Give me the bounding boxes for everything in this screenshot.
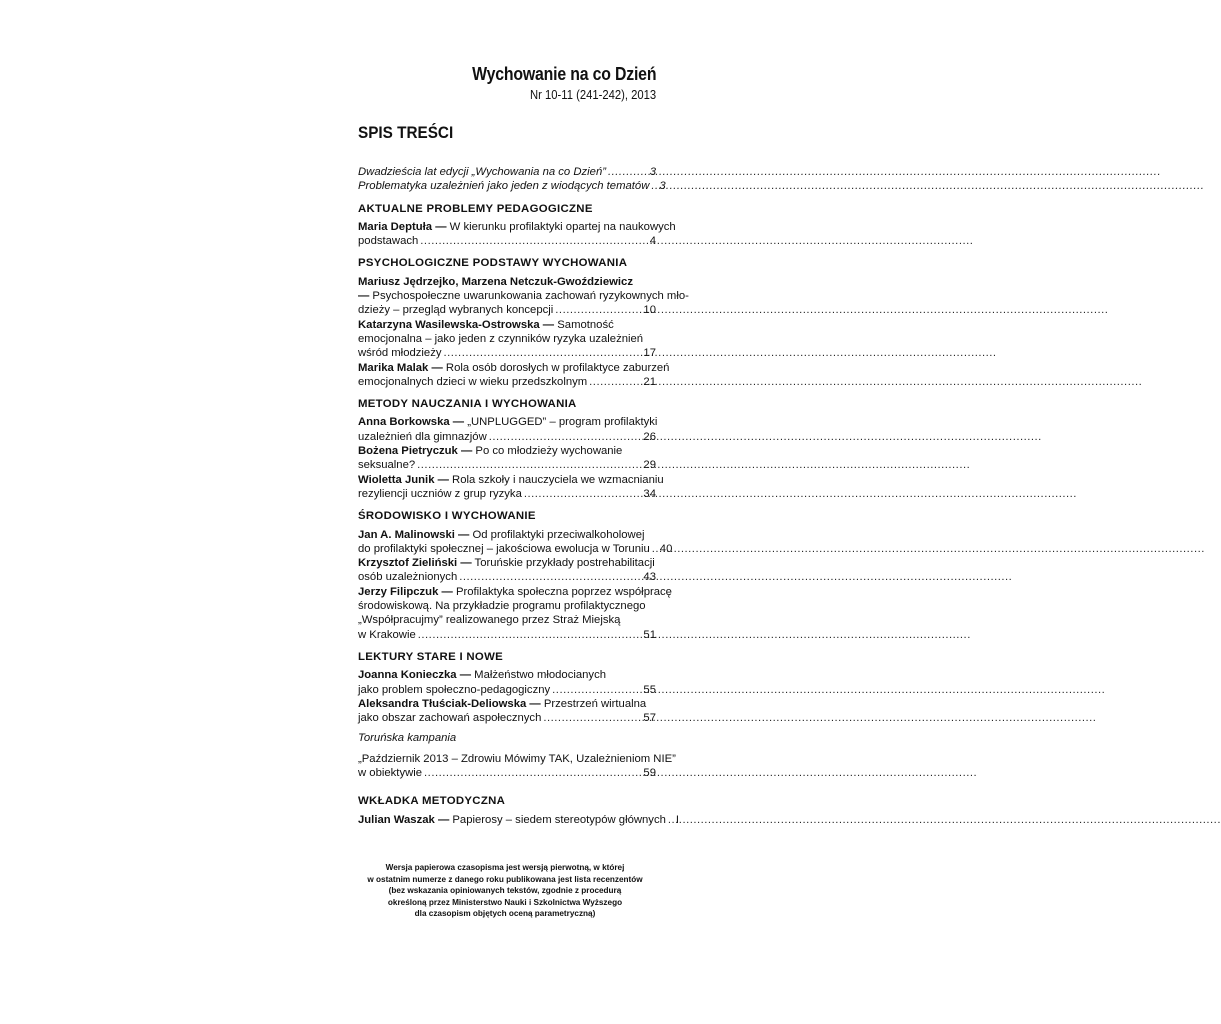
entry-author: Aleksandra Tłuściak-Deliowska —: [358, 697, 541, 710]
dot-leader: [608, 165, 648, 179]
dot-leader: [420, 234, 647, 248]
page-number: 59: [643, 766, 656, 779]
dot-leader: [589, 375, 641, 389]
entry-author: Maria Deptuła —: [358, 220, 447, 233]
dot-leader: [424, 766, 641, 780]
section-heading: ŚRODOWISKO I WYCHOWANIE: [358, 510, 536, 523]
toc-entry: [358, 697, 656, 726]
dot-leader: [543, 711, 641, 725]
toc-entry: [358, 220, 676, 249]
page-number: 29: [643, 459, 656, 472]
toc-entry: [358, 275, 689, 318]
entry-author: Julian Waszak —: [358, 813, 450, 826]
entry-title: osób uzależnionych: [358, 571, 458, 584]
journal-issue: Nr 10-11 (241-242), 2013: [529, 88, 656, 102]
entry-author: Jerzy Filipczuk —: [358, 585, 453, 598]
note-line: (bez wskazania opiniowanych tekstów, zgodnie z procedurą: [388, 886, 622, 896]
entry-title: seksualne?: [358, 459, 416, 472]
entry-title: Problematyka uzależnień jako jeden z wiodących tematów: [358, 180, 650, 193]
page-number: 4: [649, 235, 656, 248]
section-heading: WKŁADKA METODYCZNA: [358, 795, 506, 808]
entry-title: podstawach: [358, 235, 419, 248]
page-number: I: [675, 813, 680, 826]
entry-title: Profilaktyka społeczna poprzez współpracę: [452, 585, 672, 598]
page-number: 43: [643, 571, 656, 584]
entry-author: Bożena Pietryczuk —: [358, 445, 473, 458]
dot-leader: [555, 303, 641, 317]
dot-leader: [652, 542, 658, 556]
dot-leader: [444, 346, 642, 360]
entry-title: „UNPLUGGED” – program profilaktyki: [464, 416, 658, 429]
entry-title: wśród młodzieży: [358, 347, 442, 360]
entry-author: Krzysztof Zieliński —: [358, 557, 472, 570]
toc-entry: [358, 444, 656, 473]
toc-entry: [358, 668, 656, 697]
entry-title: rezyliencji uczniów z grup ryzyka: [358, 487, 522, 500]
page-number: 34: [643, 487, 656, 500]
entry-title: dzieży – przegląd wybranych koncepcji: [358, 304, 554, 317]
toc-entry: [358, 318, 656, 361]
entry-title: w Krakowie: [358, 628, 416, 641]
entry-author: Joanna Konieczka —: [358, 669, 472, 682]
entry-title: Dwadzieścia lat edycji „Wychowania na co Dzień”: [358, 166, 607, 178]
version-note: [340, 862, 670, 920]
page-number: 40: [659, 542, 673, 555]
page-number: 51: [643, 628, 656, 641]
dot-leader: [489, 430, 642, 444]
toc-entry: [358, 165, 656, 179]
toc-entry: [358, 361, 670, 390]
toc-entry: [358, 415, 656, 444]
entry-author: Jan A. Malinowski —: [358, 528, 470, 541]
page-number: 21: [643, 375, 656, 388]
entry-title: jako problem społeczno-pedagogiczny: [358, 683, 551, 696]
note-line: określoną przez Ministerstwo Nauki i Szkolnictwa Wyższego: [387, 897, 623, 907]
toc-entry: [358, 528, 673, 557]
entry-title: Rola szkoły i nauczyciela we wzmacnianiu: [448, 473, 664, 486]
entry-title: środowiskową. Na przykładzie programu profilaktycznego: [358, 600, 646, 613]
entry-author: Katarzyna Wasilewska-Ostrowska —: [358, 318, 555, 331]
toc-entry: [358, 179, 666, 193]
toc-entry: [358, 813, 680, 827]
entry-title: emocjonalna – jako jeden z czynników ryzyka uzależnień: [358, 332, 644, 345]
entry-title: jako obszar zachowań aspołecznych: [358, 712, 542, 725]
toc-heading: SPIS TREŚCI: [358, 123, 454, 142]
entry-title: Po co młodzieży wychowanie: [472, 445, 623, 458]
dot-leader: [417, 458, 641, 472]
entry-author: Wioletta Junik —: [358, 473, 449, 486]
entry-title: do profilaktyki społecznej – jakościowa ewolucja w Toruniu: [358, 542, 650, 555]
toc-entry: [358, 473, 664, 502]
entry-author: Mariusz Jędrzejko, Marzena Netczuk-Gwoździewicz: [358, 275, 633, 288]
toc-entry: [358, 556, 656, 585]
entry-title: Psychospołeczne uwarunkowania zachowań ryzykownych mło-: [369, 290, 689, 303]
dot-leader: [524, 487, 642, 501]
entry-title: Małżeństwo młodocianych: [471, 669, 607, 682]
entry-title: Od profilaktyki przeciwalkoholowej: [469, 528, 645, 541]
entry-title: „Październik 2013 – Zdrowiu Mówimy TAK, Uzależnieniom NIE”: [358, 752, 676, 765]
page-number: 26: [643, 430, 656, 443]
entry-title: Toruńskie przykłady postrehabilitacji: [471, 557, 655, 570]
page-number: 10: [643, 304, 656, 317]
note-line: dla czasopism objętych oceną parametryczną): [414, 909, 596, 919]
entry-title: „Współpracujmy” realizowanego przez Straż Miejską: [358, 614, 621, 627]
dot-leader: [459, 570, 641, 584]
page-number: 3: [659, 180, 666, 193]
note-line: Wersja papierowa czasopisma jest wersją pierwotną, w której: [385, 863, 625, 872]
entry-label: Toruńska kampania: [358, 732, 457, 745]
toc-entry: [358, 585, 672, 642]
entry-title: Papierosy – siedem stereotypów głównych: [449, 813, 666, 826]
dot-leader: [668, 813, 674, 827]
entry-title: uzależnień dla gimnazjów: [358, 430, 487, 443]
table-of-contents: [358, 165, 689, 827]
entry-title: Przestrzeń wirtualna: [540, 697, 647, 710]
page-number: 57: [643, 712, 656, 725]
page-number: 3: [649, 166, 656, 178]
entry-title: W kierunku profilaktyki opartej na naukowych: [446, 220, 676, 233]
entry-title: w obiektywie: [358, 766, 423, 779]
section-heading: AKTUALNE PROBLEMY PEDAGOGICZNE: [358, 202, 593, 215]
note-line: w ostatnim numerze z danego roku publikowana jest lista recenzentów: [367, 874, 643, 884]
entry-dash: —: [358, 290, 370, 303]
entry-author: Anna Borkowska —: [358, 416, 465, 429]
section-heading: LEKTURY STARE I NOWE: [358, 650, 504, 663]
dot-leader: [552, 683, 641, 697]
page-number: 17: [643, 347, 656, 360]
entry-author: Marika Malak —: [358, 361, 443, 374]
entry-title: emocjonalnych dzieci w wieku przedszkolnym: [358, 375, 588, 388]
page-number: 55: [643, 683, 656, 696]
entry-title: Samotność: [554, 318, 614, 331]
section-heading: PSYCHOLOGICZNE PODSTAWY WYCHOWANIA: [358, 257, 628, 270]
dot-leader: [651, 179, 657, 193]
journal-title: Wychowanie na co Dzień: [471, 64, 656, 84]
dot-leader: [418, 628, 642, 642]
section-heading: METODY NAUCZANIA I WYCHOWANIA: [358, 398, 577, 411]
toc-entry: [358, 731, 676, 780]
entry-title: Rola osób dorosłych w profilaktyce zaburzeń: [442, 361, 670, 374]
